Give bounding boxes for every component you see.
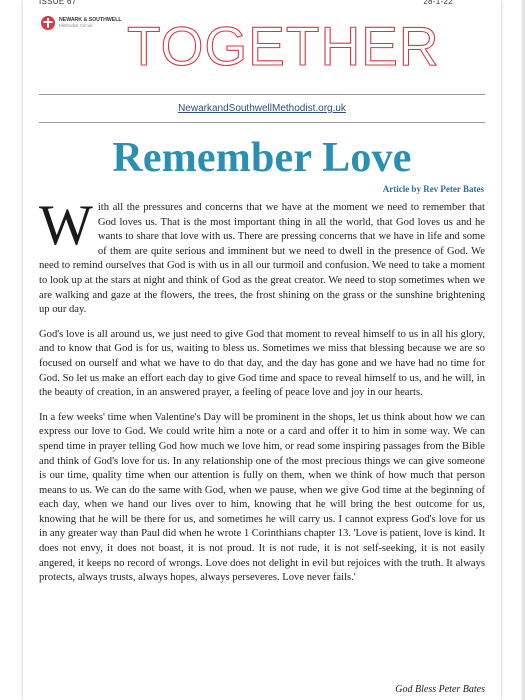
paragraph-3: In a few weeks' time when Valentine's Day will be prominent in the shops, let us think about how we can express our love to God. We could write him a note or a card and offer it to him in some way. We can spend time in prayer telling God how much we love him, or read some inspiring passages from the Bible and think of God's love for us. In any relationship one of the most precious things we can give someone is our time, quality time when our attention is fully on them, when we think of how much that person means to us. We can do the same with God, when we pause, when we give God time at the beginning of each day, when we hand our lives over to him, knowing that he will bring the best outcome for us, knowing that he will be there for us, and sometimes he will carry us. I cannot express God's love for us in any greater way than Paul did when he wrote 1 Corinthians chapter 13. 'Love is patient, love is kind. It does not envy, it does not boast, it is not proud. It is not rude, it is not self-seeking, it is not easily angered, it keeps no record of wrongs. Love does not delight in evil but rejoices with the truth. It always protects, always trusts, always hopes, always perseveres. Love never fails.': [39, 411, 485, 584]
paragraph-1: [39, 194, 485, 318]
website-link[interactable]: NewarkandSouthwellMethodist.org.uk: [178, 103, 346, 114]
article-title: Remember Love: [112, 135, 412, 181]
issue-number: ISSUE 67: [39, 0, 77, 6]
org-name-line: NEWARK & SOUTHWELL: [59, 17, 122, 23]
org-subtitle: Methodist Circuit: [59, 23, 93, 28]
issue-date: 28-1-22: [423, 0, 453, 6]
methodist-cross-logo-icon: [41, 16, 55, 30]
article-body: [39, 194, 485, 596]
paragraph-2: God's love is all around us, we just need to give God that moment to reveal himself to us in all his glory, and to know that God is for us, waiting to bless us. Sometimes we miss that blessing because we are so focused on ourself and what we have to do that day, and the day has gone and we have had no time for God. So let us make an effort each day to give God time and space to reveal himself to us, and he will, in the beauty of creation, in an answered prayer, a feeling of peace love and joy in our hearts.: [39, 328, 485, 399]
newsletter-page: [23, 0, 501, 700]
header-divider-top: [39, 94, 485, 95]
paragraph-1-text: ith all the pressures and concerns that we have at the moment we need to remember that God loves us. That is the most important thing in all the world, that God loves us and he wants to share that love with us. There are pressing concerns that we have in life and some of them are quite serious and imminent but we need to dwell in the presence of God. We need to remind ourselves that God is with us in all our turmoil and confusion. We need to take a moment to look up at the stars at night and think of God as the great creator. We need to stop sometimes when we are walking and gaze at the flowers, the trees, the frost shining on the grass or the sunshine brightening up our day.: [39, 202, 485, 316]
article-signoff: God Bless Peter Bates: [395, 684, 485, 695]
page-edge-shadow: [521, 0, 525, 700]
masthead-title: TOGETHER: [127, 15, 440, 77]
article-byline: Article by Rev Peter Bates: [382, 184, 484, 194]
organisation-name: [59, 17, 122, 29]
header-divider-bottom: [39, 122, 485, 123]
drop-cap: W: [39, 194, 93, 257]
